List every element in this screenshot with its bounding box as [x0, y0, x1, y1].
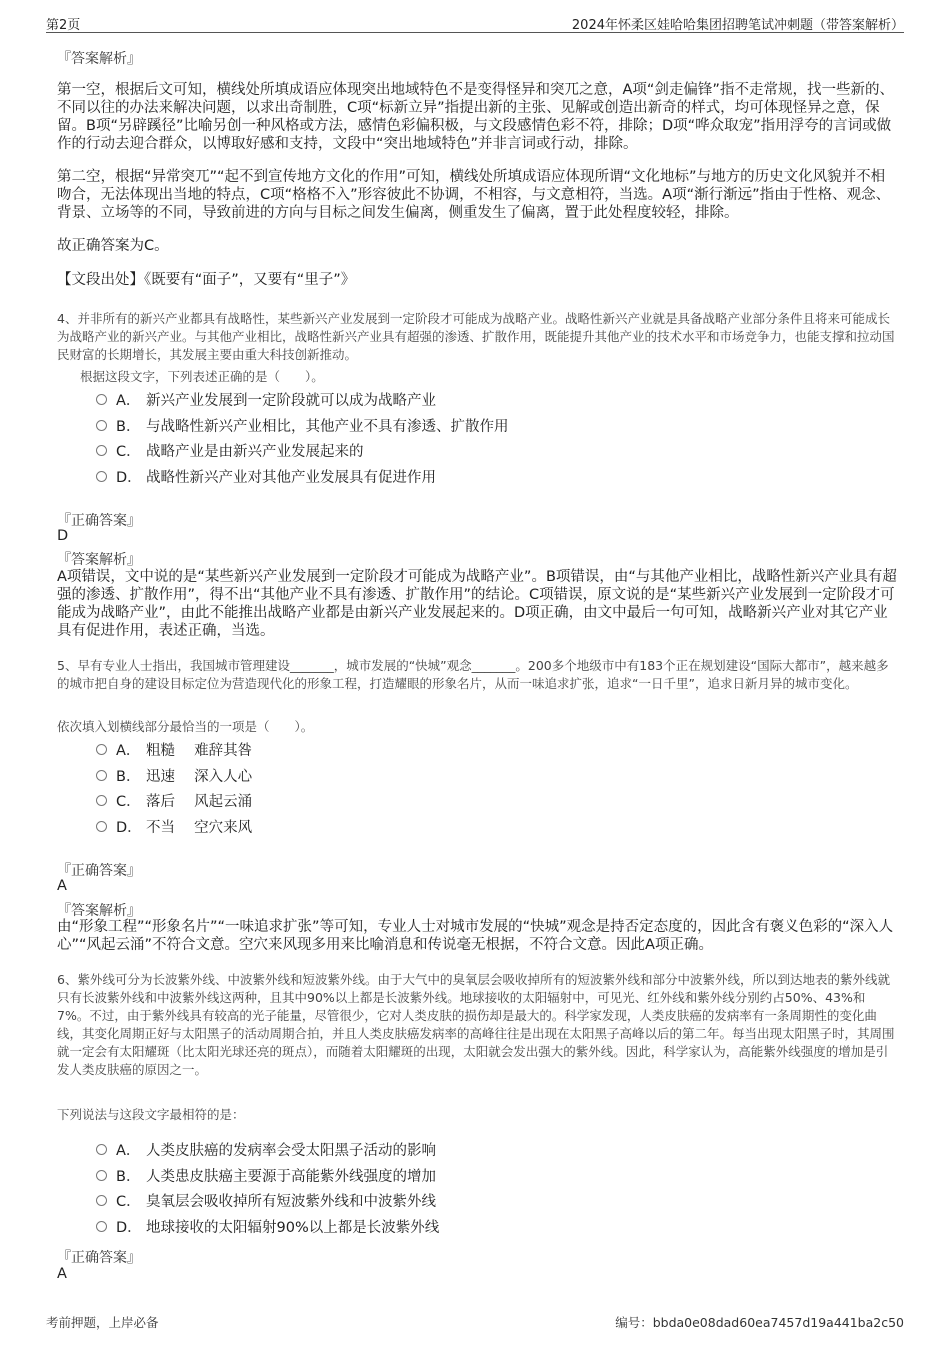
radio-icon[interactable]	[96, 394, 107, 405]
radio-icon[interactable]	[96, 744, 107, 755]
q5-analysis-label: 『答案解析』	[57, 903, 141, 919]
document-title: 2024年怀柔区娃哈哈集团招聘笔试冲刺题（带答案解析）	[571, 18, 904, 33]
page-number: 第2页	[46, 18, 81, 33]
q4-options	[96, 387, 796, 489]
q4-option-d[interactable]: D． 战略性新兴产业对其他产业发展具有促进作用	[96, 464, 796, 490]
radio-icon[interactable]	[96, 471, 107, 482]
q4-analysis: A项错误，文中说的是“某些新兴产业发展到一定阶段才可能成为战略产业”。B项错误，由“与其他产业相比，战略性新兴产业具有超强的渗透、扩散作用”，得不出“其他产业不具有渗透、扩散作用”的结论。C项错误，原文说的是“某些新兴产业发展到一定阶段才可能成为战略产业”，由此不能推出战略产业都是由新兴产业发展起来的。D项正确，由文中最后一句可知，战略新兴产业对其它产业具有促进作用，表述正确，当选。	[57, 569, 897, 639]
q5-answer-label: 『正确答案』	[57, 863, 141, 879]
q3-analysis-label: 『答案解析』	[57, 51, 141, 67]
footer-slogan: 考前押题，上岸必备	[46, 1315, 159, 1330]
q5-option-d[interactable]: D． 不当 空穴来风	[96, 814, 796, 840]
radio-icon[interactable]	[96, 1170, 107, 1181]
q3-analysis-para2: 第二空，根据“异常突兀”“起不到宣传地方文化的作用”可知，横线处所填成语应体现所谓“文化地标”与地方的历史文化风貌并不相吻合，无法体现出当地的特点，C项“格格不入”形容彼此不协调，不相容，与文意相符，当选。A项“渐行渐远”指由于性格、观念、背景、立场等的不同，导致前进的方向与目标之间发生偏离，侧重发生了偏离，置于此处程度较轻，排除。	[57, 169, 891, 221]
radio-icon[interactable]	[96, 770, 107, 781]
q4-analysis-label: 『答案解析』	[57, 552, 141, 568]
q4-prompt: 根据这段文字，下列表述正确的是（ ）。	[80, 369, 324, 384]
q6-option-c[interactable]: C． 臭氧层会吸收掉所有短波紫外线和中波紫外线	[96, 1188, 796, 1214]
q4-option-a[interactable]: A． 新兴产业发展到一定阶段就可以成为战略产业	[96, 387, 796, 413]
q5-option-c[interactable]: C． 落后 风起云涌	[96, 788, 796, 814]
q5-option-a[interactable]: A． 粗糙 难辞其咎	[96, 737, 796, 763]
q3-conclusion: 故正确答案为C。	[57, 238, 169, 254]
q5-option-b[interactable]: B． 迅速 深入人心	[96, 763, 796, 789]
q6-option-b[interactable]: B． 人类患皮肤癌主要源于高能紫外线强度的增加	[96, 1163, 796, 1189]
q5-options	[96, 737, 796, 839]
q3-analysis-para1: 第一空，根据后文可知，横线处所填成语应体现突出地域特色不是变得怪异和突兀之意，A项“剑走偏锋”指不走常规，找一些新的、不同以往的办法来解决问题，以求出奇制胜，C项“标新立异”指提出新的主张、见解或创造出新奇的样式，均可体现怪异之意，保留。B项“另辟蹊径”比喻另创一种风格或方法，感情色彩偏积极，与文段感情色彩不符，排除；D项“哗众取宠”指用浮夸的言词或做作的行动去迎合群众，以博取好感和支持，文段中“突出地域特色”并非言词或行动，排除。	[57, 82, 894, 152]
page-header	[46, 12, 904, 33]
q4-answer-label: 『正确答案』	[57, 513, 141, 529]
q5-stem: 5、早有专业人士指出，我国城市管理建设_______，城市发展的“快城”观念_______。200多个地级市中有183个正在规划建设“国际大都市”，越来越多的城市把自身的建设目标定位为营造现代化的形象工程，打造耀眼的形象名片，从而一味追求扩张，追求“一日千里”，追求日新月异的城市变化。	[57, 658, 889, 691]
q6-prompt: 下列说法与这段文字最相符的是：	[57, 1107, 245, 1122]
q6-answer: A	[57, 1266, 67, 1282]
q6-option-d[interactable]: D． 地球接收的太阳辐射90%以上都是长波紫外线	[96, 1214, 796, 1240]
radio-icon[interactable]	[96, 1221, 107, 1232]
radio-icon[interactable]	[96, 1195, 107, 1206]
q5-analysis: 由“形象工程”“形象名片”“一味追求扩张”等可知，专业人士对城市发展的“快城”观念是持否定态度的，因此含有褒义色彩的“深入人心”“风起云涌”不符合文意。空穴来风现多用来比喻消息和传说毫无根据，不符合文意。因此A项正确。	[57, 919, 894, 953]
q6-option-a[interactable]: A． 人类皮肤癌的发病率会受太阳黑子活动的影响	[96, 1137, 796, 1163]
radio-icon[interactable]	[96, 1144, 107, 1155]
q6-options	[96, 1137, 796, 1239]
q4-answer: D	[57, 528, 69, 544]
q6-answer-label: 『正确答案』	[57, 1250, 141, 1266]
radio-icon[interactable]	[96, 420, 107, 431]
q4-option-c[interactable]: C． 战略产业是由新兴产业发展起来的	[96, 438, 796, 464]
q5-prompt: 依次填入划横线部分最恰当的一项是（ ）。	[57, 719, 314, 734]
radio-icon[interactable]	[96, 445, 107, 456]
document-id: 编号：bbda0e08dad60ea7457d19a441ba2c50	[615, 1315, 904, 1330]
q4-option-b[interactable]: B． 与战略性新兴产业相比，其他产业不具有渗透、扩散作用	[96, 413, 796, 439]
radio-icon[interactable]	[96, 795, 107, 806]
q5-answer: A	[57, 878, 67, 894]
radio-icon[interactable]	[96, 821, 107, 832]
q6-stem: 6、紫外线可分为长波紫外线、中波紫外线和短波紫外线。由于大气中的臭氧层会吸收掉所有的短波紫外线和部分中波紫外线，所以到达地表的紫外线就只有长波紫外线和中波紫外线这两种，且其中90%以上都是长波紫外线。地球接收的太阳辐射中，可见光、红外线和紫外线分别约占50%、43%和7%。不过，由于紫外线具有较高的光子能量，尽管很少，它对人类皮肤的损伤却是最大的。科学家发现，人类皮肤癌的发病率有一条周期性的变化曲线，其变化周期正好与太阳黑子的活动周期合拍，并且人类皮肤癌发病率的高峰往往是出现在太阳黑子高峰以后的第二年。每当出现太阳黑子时，其周围就一定会有太阳耀斑（比太阳光球还亮的斑点），而随着太阳耀斑的出现，太阳就会发出强大的紫外线。因此，科学家认为，高能紫外线强度的增加是引发人类皮肤癌的原因之一。	[57, 972, 895, 1077]
q3-source: 【文段出处】《既要有“面子”，又要有“里子”》	[57, 272, 356, 288]
q4-stem: 4、并非所有的新兴产业都具有战略性，某些新兴产业发展到一定阶段才可能成为战略产业。战略性新兴产业就是具备战略产业部分条件且将来可能成长为战略产业的新兴产业。与其他产业相比，战略性新兴产业具有超强的渗透、扩散作用，既能提升其他产业的技术水平和市场竞争力，也能支撑和拉动国民财富的长期增长，其发展主要由重大科技创新推动。	[57, 311, 895, 362]
